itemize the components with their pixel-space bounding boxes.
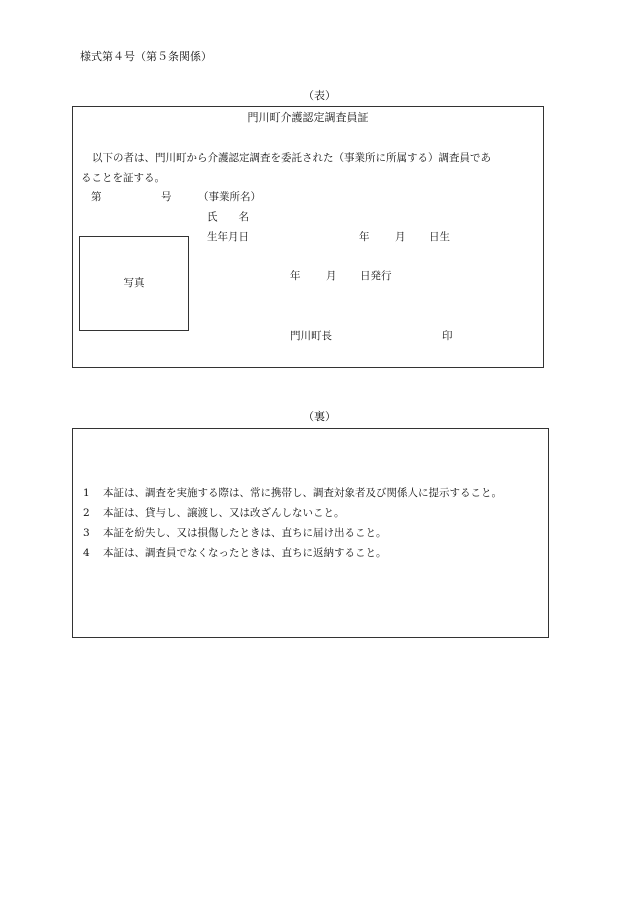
issue-year: 年 <box>290 270 301 282</box>
item-text-1: 本証は、調査を実施する際は、常に携帯し、調査対象者及び関係人に提示すること。 <box>103 487 502 499</box>
intro-line-1: 以下の者は、門川町から介護認定調査を委託された（事業所に所属する）調査員であ <box>92 152 491 164</box>
birth-day: 日生 <box>429 231 450 243</box>
item-number-4: 4 <box>83 547 90 559</box>
name-label: 氏 名 <box>207 211 249 223</box>
item-text-4: 本証は、調査員でなくなったときは、直ちに返納すること。 <box>103 547 387 559</box>
number-suffix: 号 <box>161 191 172 203</box>
back-card <box>72 428 549 638</box>
intro-line-2: ることを証する。 <box>81 172 165 184</box>
back-section-label: （裏） <box>303 410 336 423</box>
item-text-3: 本証を紛失し、又は損傷したときは、直ちに届け出ること。 <box>103 527 387 539</box>
front-card <box>72 106 544 368</box>
birth-month: 月 <box>395 231 406 243</box>
birth-year: 年 <box>359 231 370 243</box>
seal-label: 印 <box>442 330 453 342</box>
photo-label: 写真 <box>123 277 145 289</box>
card-title: 門川町介護認定調査員証 <box>247 111 369 124</box>
front-section-label: （表） <box>303 89 336 102</box>
number-prefix: 第 <box>91 191 102 203</box>
birthdate-label: 生年月日 <box>207 231 249 243</box>
form-number: 様式第４号（第５条関係） <box>80 50 212 63</box>
photo-box <box>79 236 189 331</box>
office-label: （事業所名） <box>198 191 261 203</box>
item-text-2: 本証は、貸与し、譲渡し、又は改ざんしないこと。 <box>103 507 345 519</box>
item-number-2: 2 <box>83 507 90 519</box>
mayor-label: 門川町長 <box>290 330 332 342</box>
item-number-3: 3 <box>83 527 90 539</box>
issue-month: 月 <box>326 270 337 282</box>
item-number-1: 1 <box>83 487 90 499</box>
issue-day: 日発行 <box>360 270 392 282</box>
